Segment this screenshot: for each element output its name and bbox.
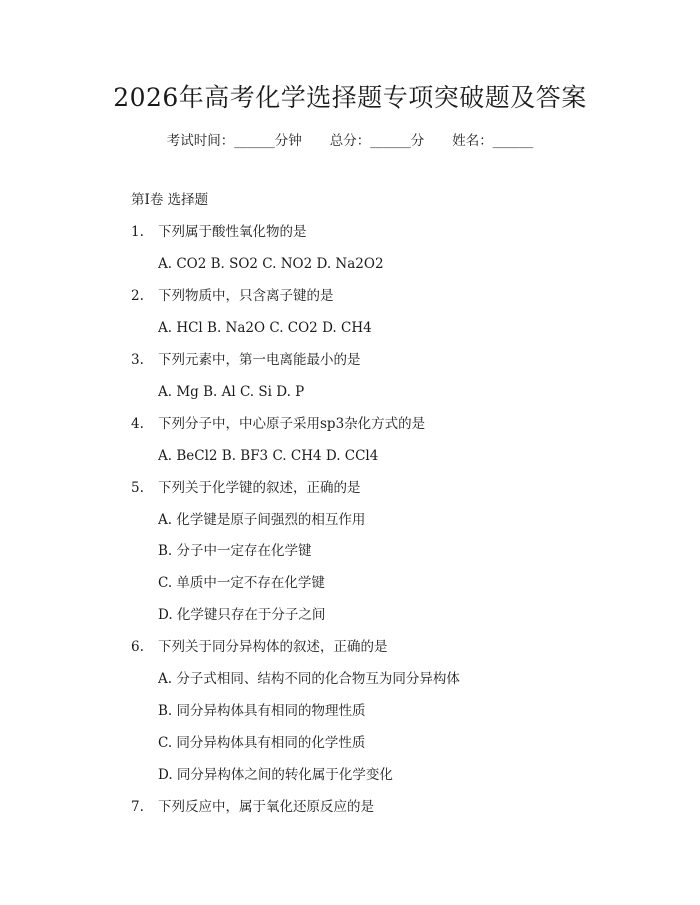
- total-score-field: 总分：______分: [329, 133, 425, 149]
- option-b: B. 分子中一定存在化学键: [158, 543, 312, 559]
- question-options: A. CO2 B. SO2 C. NO2 D. Na2O2: [158, 256, 384, 272]
- question-text: 下列元素中，第一电离能最小的是: [158, 352, 361, 368]
- question-options: A. BeCl2 B. BF3 C. CH4 D. CCl4: [158, 448, 379, 464]
- question-number: 3.: [131, 352, 144, 368]
- option-c: C. 单质中一定不存在化学键: [158, 575, 325, 591]
- option-d: D. 同分异构体之间的转化属于化学变化: [158, 767, 393, 783]
- document-title: 2026年高考化学选择题专项突破题及答案: [113, 83, 587, 112]
- student-name-field: 姓名：______: [452, 133, 534, 149]
- question-text: 下列反应中，属于氧化还原反应的是: [158, 799, 374, 815]
- question-text: 下列分子中，中心原子采用sp3杂化方式的是: [158, 416, 426, 432]
- question-number: 4.: [131, 416, 144, 432]
- question-number: 2.: [131, 288, 144, 304]
- question-number: 1.: [131, 224, 144, 240]
- question-number: 5.: [131, 480, 144, 496]
- option-c: C. 同分异构体具有相同的化学性质: [158, 735, 366, 751]
- option-a: A. 分子式相同、结构不同的化合物互为同分异构体: [158, 671, 460, 687]
- question-text: 下列关于化学键的叙述，正确的是: [158, 480, 361, 496]
- option-d: D. 化学键只存在于分子之间: [158, 607, 326, 623]
- exam-time-field: 考试时间：______分钟: [166, 133, 302, 149]
- question-options: A. HCl B. Na2O C. CO2 D. CH4: [158, 320, 372, 336]
- option-a: A. 化学键是原子间强烈的相互作用: [158, 512, 366, 528]
- question-text: 下列物质中，只含离子键的是: [158, 288, 334, 304]
- section-title: 第Ⅰ卷 选择题: [131, 192, 209, 208]
- option-b: B. 同分异构体具有相同的物理性质: [158, 703, 366, 719]
- question-text: 下列关于同分异构体的叙述，正确的是: [158, 639, 388, 655]
- question-text: 下列属于酸性氧化物的是: [158, 224, 307, 240]
- question-options: A. Mg B. Al C. Si D. P: [158, 384, 305, 400]
- question-number: 7.: [131, 799, 144, 815]
- question-number: 6.: [131, 639, 144, 655]
- exam-meta-line: [0, 131, 700, 151]
